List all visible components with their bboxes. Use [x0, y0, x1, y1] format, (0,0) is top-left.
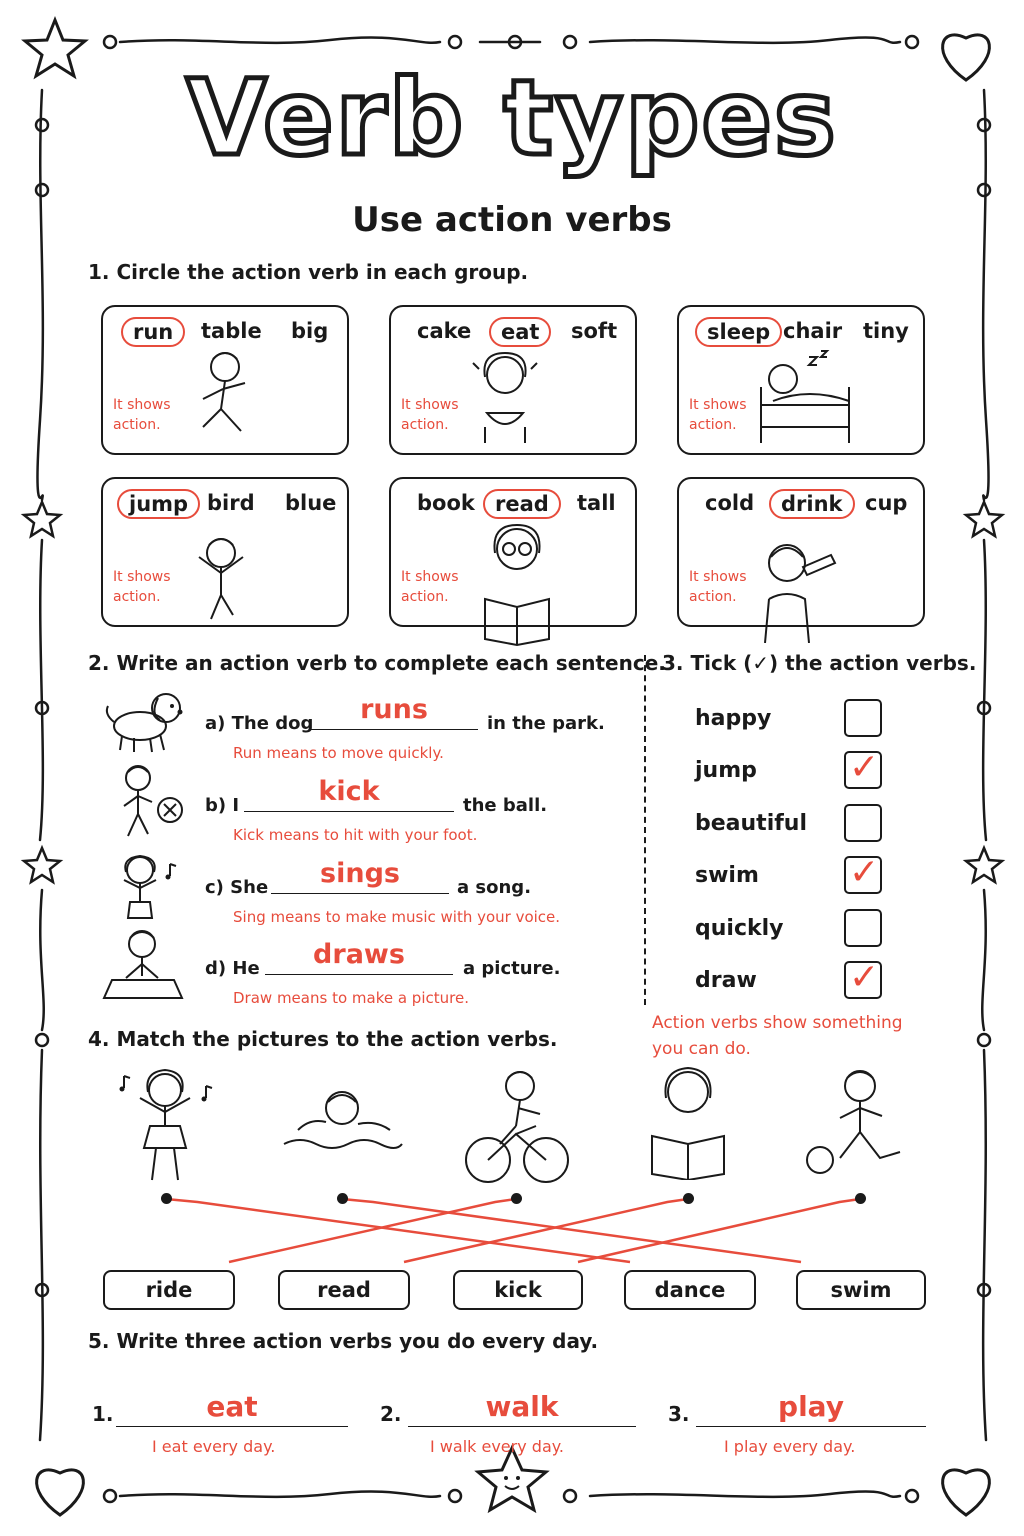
match-line: [404, 1199, 688, 1262]
q1-note-line1: It shows: [689, 569, 747, 585]
match-dot[interactable]: [337, 1193, 348, 1204]
q2-answer-blank[interactable]: draws: [265, 940, 453, 975]
q5-answer-line[interactable]: walk: [408, 1390, 636, 1427]
q1-word[interactable]: soft: [571, 319, 618, 343]
q1-word[interactable]: chair: [783, 319, 843, 343]
q2-sentence-suffix: in the park.: [487, 713, 605, 734]
q2-explanation: Kick means to hit with your foot.: [233, 826, 478, 844]
tick-mark-icon: ✓: [849, 852, 880, 893]
q2-sentence-suffix: the ball.: [463, 795, 548, 816]
q1-word[interactable]: cake: [417, 319, 472, 343]
q3-tip-line1: Action verbs show something: [652, 1013, 903, 1033]
q5-answer-line[interactable]: eat: [116, 1390, 348, 1427]
circled-action-verb[interactable]: sleep: [695, 317, 782, 347]
match-word-swim[interactable]: swim: [796, 1270, 926, 1310]
circled-action-verb[interactable]: drink: [769, 489, 855, 519]
match-line: [166, 1199, 630, 1262]
q1-note-line2: action.: [113, 589, 161, 605]
q1-word[interactable]: bird: [207, 491, 255, 515]
q1-word[interactable]: table: [201, 319, 262, 343]
q5-sentence: I walk every day.: [430, 1437, 565, 1456]
match-word-dance[interactable]: dance: [624, 1270, 756, 1310]
match-line: [229, 1199, 516, 1262]
q1-word[interactable]: cold: [705, 491, 755, 515]
q2-sentence-prefix: a) The dog: [205, 713, 314, 734]
q1-note-line2: action.: [401, 417, 449, 433]
page-title: Verb types: [186, 57, 838, 179]
q5-number: 3.: [668, 1402, 690, 1426]
q2-sentence-prefix: c) She: [205, 877, 269, 898]
q1-note-line2: action.: [689, 417, 737, 433]
tick-mark-icon: ✓: [849, 957, 880, 998]
match-word-kick[interactable]: kick: [453, 1270, 583, 1310]
q1-note-line1: It shows: [113, 569, 171, 585]
match-dot[interactable]: [683, 1193, 694, 1204]
q1-note-line1: It shows: [401, 397, 459, 413]
match-word-ride[interactable]: ride: [103, 1270, 235, 1310]
q5-number: 1.: [92, 1402, 114, 1426]
q5-heading: 5. Write three action verbs you do every day.: [88, 1329, 599, 1353]
q2-sentence-prefix: d) He: [205, 958, 260, 979]
q3-word: draw: [695, 968, 757, 993]
q5-sentence: I eat every day.: [152, 1437, 276, 1456]
q1-note-line1: It shows: [689, 397, 747, 413]
match-line: [578, 1199, 860, 1262]
q3-heading: 3. Tick (✓) the action verbs.: [662, 651, 977, 675]
q4-heading: 4. Match the pictures to the action verbs.: [88, 1027, 558, 1051]
q1-word[interactable]: cup: [865, 491, 908, 515]
q1-heading: 1. Circle the action verb in each group.: [88, 260, 529, 284]
q3-word: happy: [695, 706, 772, 731]
q1-word[interactable]: tall: [577, 491, 616, 515]
q2-answer-blank[interactable]: runs: [310, 695, 478, 730]
q1-word[interactable]: big: [291, 319, 329, 343]
tick-mark-icon: ✓: [849, 747, 880, 788]
match-dot[interactable]: [161, 1193, 172, 1204]
q1-word[interactable]: book: [417, 491, 475, 515]
q1-word[interactable]: tiny: [863, 319, 909, 343]
page-subtitle: Use action verbs: [352, 200, 672, 240]
q2-explanation: Sing means to make music with your voice.: [233, 908, 561, 926]
q3-tip-line2: you can do.: [652, 1039, 751, 1059]
q3-word: swim: [695, 863, 759, 888]
circled-action-verb[interactable]: jump: [117, 489, 200, 519]
q5-sentence: I play every day.: [724, 1437, 856, 1456]
q1-note-line2: action.: [689, 589, 737, 605]
q2-explanation: Run means to move quickly.: [233, 744, 444, 762]
q2-explanation: Draw means to make a picture.: [233, 989, 469, 1007]
q1-note-line1: It shows: [401, 569, 459, 585]
q2-answer-blank[interactable]: sings: [271, 859, 449, 894]
match-dot[interactable]: [855, 1193, 866, 1204]
match-word-read[interactable]: read: [278, 1270, 410, 1310]
q1-note-line1: It shows: [113, 397, 171, 413]
q2-heading: 2. Write an action verb to complete each sentence.: [88, 651, 666, 675]
q5-number: 2.: [380, 1402, 402, 1426]
q2-sentence-suffix: a picture.: [463, 958, 561, 979]
q1-note-line2: action.: [113, 417, 161, 433]
q3-word: quickly: [695, 916, 784, 941]
q1-note-line2: action.: [401, 589, 449, 605]
q3-word: beautiful: [695, 811, 808, 836]
circled-action-verb[interactable]: run: [121, 317, 185, 347]
q5-answer-line[interactable]: play: [696, 1390, 926, 1427]
q3-word: jump: [695, 758, 757, 783]
circled-action-verb[interactable]: read: [483, 489, 561, 519]
q2-sentence-suffix: a song.: [457, 877, 532, 898]
q2-answer-blank[interactable]: kick: [244, 777, 454, 812]
q1-word[interactable]: blue: [285, 491, 337, 515]
match-dot[interactable]: [511, 1193, 522, 1204]
q2-sentence-prefix: b) I: [205, 795, 240, 816]
circled-action-verb[interactable]: eat: [489, 317, 551, 347]
